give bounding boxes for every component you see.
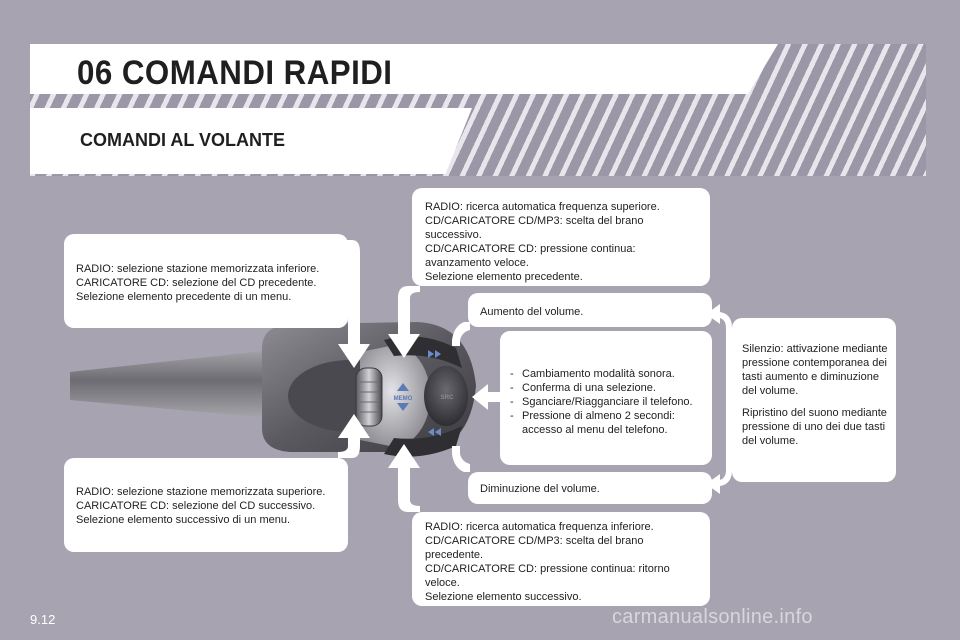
- volume-down-callout: [468, 472, 712, 504]
- callout-line: RADIO: selezione stazione memorizzata superiore.: [76, 486, 326, 498]
- arrow-volume-up: [452, 322, 470, 346]
- callout-line: RADIO: selezione stazione memorizzata inferiore.: [76, 263, 320, 275]
- callout-line: CARICATORE CD: selezione del CD successivo.: [76, 500, 316, 512]
- page-number: 9.12: [30, 612, 56, 627]
- callout-line: avanzamento veloce.: [425, 257, 529, 269]
- callout-line: CARICATORE CD: selezione del CD precedente.: [76, 277, 317, 289]
- callout-line: CD/CARICATORE CD: pressione continua:: [425, 243, 636, 255]
- list-item: - Cambiamento modalità sonora.: [510, 367, 706, 381]
- src-button-callout: [500, 331, 712, 465]
- silence-restore-text: Ripristino del suono mediante pressione di uno dei due tasti del volume.: [742, 407, 887, 447]
- list-item: - Sganciare/Riagganciare il telefono.: [510, 395, 706, 409]
- volume-down-label: Diminuzione del volume.: [480, 483, 600, 495]
- src-label: SRC: [440, 395, 454, 401]
- volume-up-label: Aumento del volume.: [480, 306, 584, 318]
- top-right-callout: [412, 188, 710, 286]
- callout-line: RADIO: ricerca automatica frequenza superiore.: [425, 201, 660, 213]
- bottom-right-callout: [412, 512, 710, 606]
- callout-line: RADIO: ricerca automatica frequenza inferiore.: [425, 521, 654, 533]
- left-top-callout: [64, 234, 348, 328]
- arrow-volume-down: [452, 446, 470, 472]
- page-title: 06 COMANDI RAPIDI: [77, 54, 393, 92]
- scroll-wheel: [356, 368, 382, 426]
- silence-callout: [732, 318, 896, 482]
- src-function-list: [510, 367, 706, 437]
- callout-line: CD/CARICATORE CD: pressione continua: ritorno: [425, 563, 670, 575]
- callout-line: veloce.: [425, 577, 460, 589]
- section-title: COMANDI AL VOLANTE: [80, 130, 285, 150]
- callout-line: CD/CARICATORE CD/MP3: scelta del brano: [425, 215, 644, 227]
- left-bottom-callout: [64, 458, 348, 552]
- list-item: - Pressione di almeno 2 secondi: accesso al menu del telefono.: [510, 409, 706, 437]
- memo-label: MEMO: [393, 396, 413, 402]
- stalk: [70, 348, 290, 420]
- callout-line: Selezione elemento precedente.: [425, 271, 583, 283]
- volume-up-callout: [468, 293, 712, 327]
- callout-line: successivo.: [425, 229, 482, 241]
- callout-line: Selezione elemento successivo di un menu.: [76, 514, 291, 526]
- silence-activation-text: Silenzio: attivazione mediante pressione contemporanea dei tasti aumento e diminuzione del volume.: [742, 343, 888, 397]
- callout-line: Selezione elemento precedente di un menu.: [76, 291, 292, 303]
- watermark: carmanualsonline.info: [612, 606, 813, 628]
- callout-line: CD/CARICATORE CD/MP3: scelta del brano: [425, 535, 644, 547]
- list-item: - Conferma di una selezione.: [510, 381, 706, 395]
- arrow-src: [472, 384, 500, 410]
- callout-line: precedente.: [425, 549, 484, 561]
- callout-line: Selezione elemento successivo.: [425, 591, 582, 603]
